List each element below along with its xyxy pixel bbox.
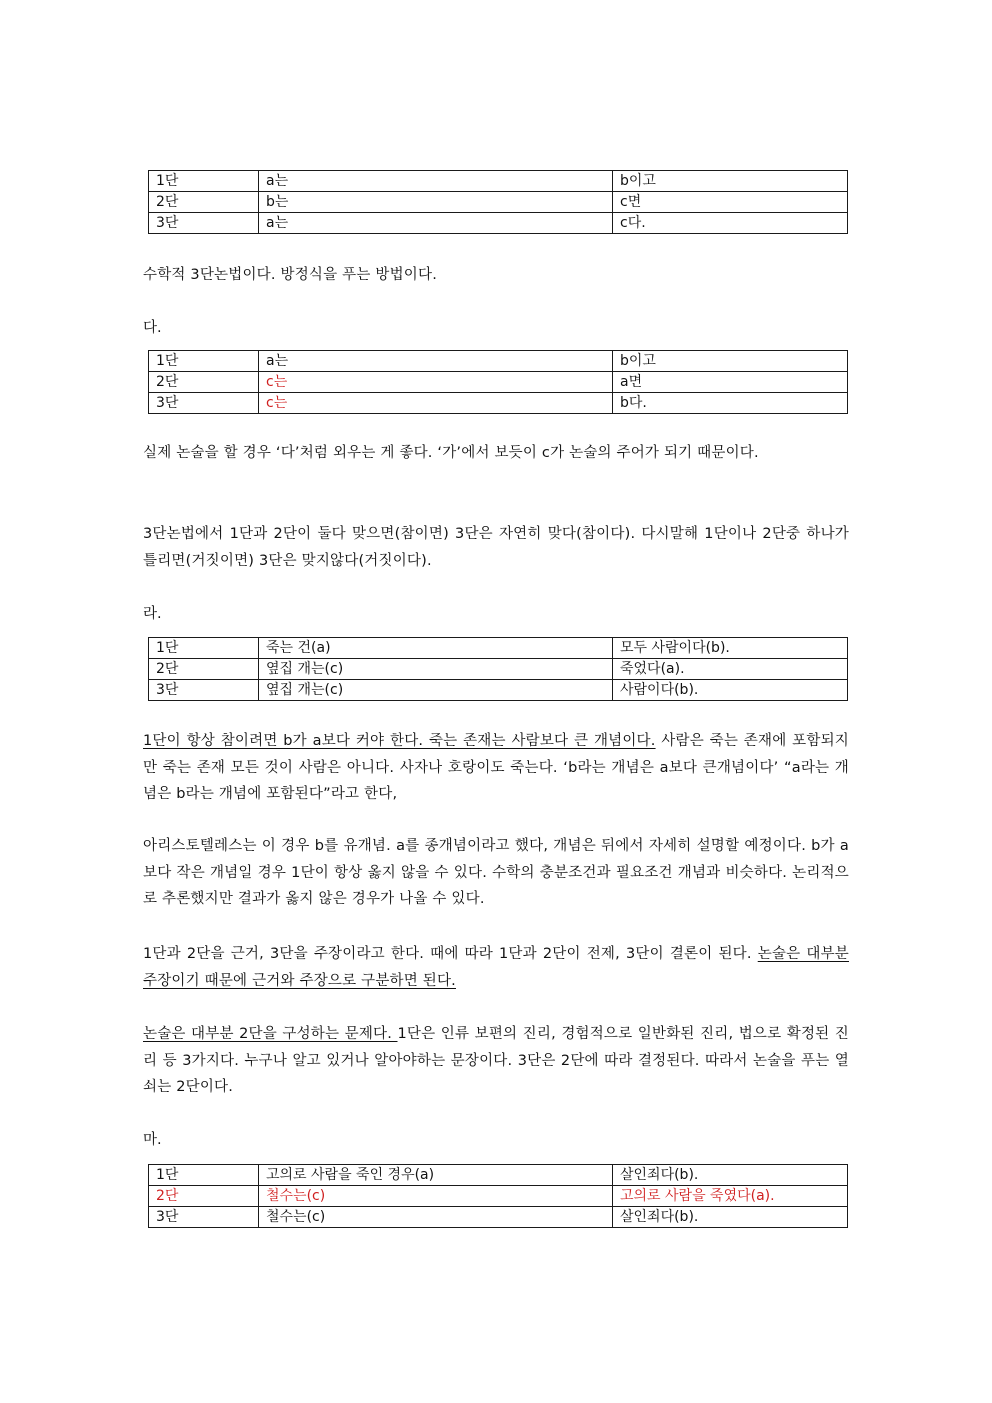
paragraph [143, 1021, 849, 1101]
subject-cell: a는 [259, 351, 613, 372]
step-cell: 2단 [149, 659, 259, 680]
subject-cell: a는 [259, 213, 613, 234]
section-label: 라. [143, 606, 162, 622]
step-cell: 2단 [149, 372, 259, 393]
table-row [149, 393, 848, 414]
syllogism-table-4-block [143, 1164, 849, 1228]
paragraph [143, 941, 849, 994]
section-label-ma-block [143, 1130, 849, 1150]
table-row [149, 659, 848, 680]
subject-cell: 철수는(c) [259, 1186, 613, 1207]
step-cell: 2단 [149, 1186, 259, 1207]
section-label: 다. [143, 320, 162, 336]
subject-cell: 고의로 사람을 죽인 경우(a) [259, 1165, 613, 1186]
section-label-ra-block [143, 604, 849, 624]
underlined-text: 1단이 항상 참이려면 b가 a보다 커야 한다. 죽는 존재는 사람보다 큰 개념이다. [143, 733, 656, 749]
step-cell: 3단 [149, 213, 259, 234]
table-row [149, 372, 848, 393]
predicate-cell: b이고 [613, 351, 848, 372]
paragraph-2-block [143, 440, 849, 467]
step-cell: 3단 [149, 680, 259, 701]
paragraph-5-block [143, 833, 849, 913]
syllogism-table-3 [148, 637, 848, 701]
predicate-cell: c면 [613, 192, 848, 213]
subject-cell: 옆집 개는(c) [259, 680, 613, 701]
step-cell: 1단 [149, 1165, 259, 1186]
table-row [149, 213, 848, 234]
paragraph [143, 728, 849, 808]
predicate-cell: 죽었다(a). [613, 659, 848, 680]
syllogism-table-1-block [143, 170, 849, 234]
paragraph-7-block [143, 1021, 849, 1101]
syllogism-table-1 [148, 170, 848, 234]
predicate-cell: 살인죄다(b). [613, 1165, 848, 1186]
syllogism-table-3-block [143, 637, 849, 701]
predicate-cell: 모두 사람이다(b). [613, 638, 848, 659]
section-label: 마. [143, 1132, 162, 1148]
predicate-cell: b다. [613, 393, 848, 414]
section-label-da-block [143, 318, 849, 338]
underlined-text: 논술은 대부분 주장이기 때문에 근거와 주장으로 구분하면 된다. [143, 946, 849, 989]
paragraph: 3단논법에서 1단과 2단이 둘다 맞으면(참이면) 3단은 자연히 맞다(참이다). 다시말해 1단이나 2단중 하나가 틀리면(거짓이면) 3단은 맞지않다(거짓이다). [143, 526, 849, 569]
step-cell: 2단 [149, 192, 259, 213]
predicate-cell: b이고 [613, 171, 848, 192]
syllogism-table-2-block [143, 350, 849, 414]
table-row [149, 1165, 848, 1186]
table-row [149, 1207, 848, 1228]
table-row [149, 351, 848, 372]
predicate-cell: a면 [613, 372, 848, 393]
table-row-highlighted [149, 1186, 848, 1207]
subject-cell: b는 [259, 192, 613, 213]
paragraph-text: 1단은 인류 보편의 진리, 경험적으로 일반화된 진리, 법으로 확정된 진리 등 3가지다. 누구나 알고 있거나 알아야하는 문장이다. 3단은 2단에 따라 결정된다. 따라서 논술을 푸는 열쇠는 2단이다. [143, 1026, 849, 1095]
paragraph-text: 사람은 죽는 존재에 포함되지만 죽는 존재 모든 것이 사람은 아니다. 사자나 호랑이도 죽는다. ‘b라는 개념은 a보다 큰개념이다’ “a라는 개념은 b라는 개념에 포함된다”라고 한다, [143, 733, 849, 802]
paragraph: 실제 논술을 할 경우 ‘다’처럼 외우는 게 좋다. ‘가’에서 보듯이 c가 논술의 주어가 되기 때문이다. [143, 445, 759, 461]
subject-cell-highlighted: c는 [259, 393, 613, 414]
paragraph: 아리스토텔레스는 이 경우 b를 유개념. a를 종개념이라고 했다, 개념은 뒤에서 자세히 설명할 예정이다. b가 a보다 작은 개념일 경우 1단이 항상 옳지 않을 수 있다. 수학의 충분조건과 필요조건 개념과 비슷하다. 논리적으로 추론했지만 결과가 옳지 않은 경우가 나올 수 있다. [143, 838, 849, 907]
predicate-cell: c다. [613, 213, 848, 234]
subject-cell-highlighted: c는 [259, 372, 613, 393]
step-cell: 1단 [149, 351, 259, 372]
table-row [149, 192, 848, 213]
step-cell: 1단 [149, 171, 259, 192]
table-row [149, 638, 848, 659]
subject-cell: a는 [259, 171, 613, 192]
paragraph-3-block [143, 521, 849, 574]
step-cell: 1단 [149, 638, 259, 659]
table-row [149, 680, 848, 701]
paragraph-1-block [143, 262, 849, 289]
subject-cell: 옆집 개는(c) [259, 659, 613, 680]
paragraph-6-block [143, 941, 849, 994]
paragraph-4-block [143, 728, 849, 808]
table-row [149, 171, 848, 192]
predicate-cell: 사람이다(b). [613, 680, 848, 701]
syllogism-table-4 [148, 1164, 848, 1228]
syllogism-table-2 [148, 350, 848, 414]
underlined-text: 논술은 대부분 2단을 구성하는 문제다. [143, 1026, 398, 1042]
predicate-cell: 고의로 사람을 죽였다(a). [613, 1186, 848, 1207]
step-cell: 3단 [149, 393, 259, 414]
step-cell: 3단 [149, 1207, 259, 1228]
predicate-cell: 살인죄다(b). [613, 1207, 848, 1228]
subject-cell: 철수는(c) [259, 1207, 613, 1228]
paragraph: 수학적 3단논법이다. 방정식을 푸는 방법이다. [143, 267, 438, 283]
subject-cell: 죽는 건(a) [259, 638, 613, 659]
paragraph-text: 1단과 2단을 근거, 3단을 주장이라고 한다. 때에 따라 1단과 2단이 전제, 3단이 결론이 된다. [143, 946, 758, 962]
